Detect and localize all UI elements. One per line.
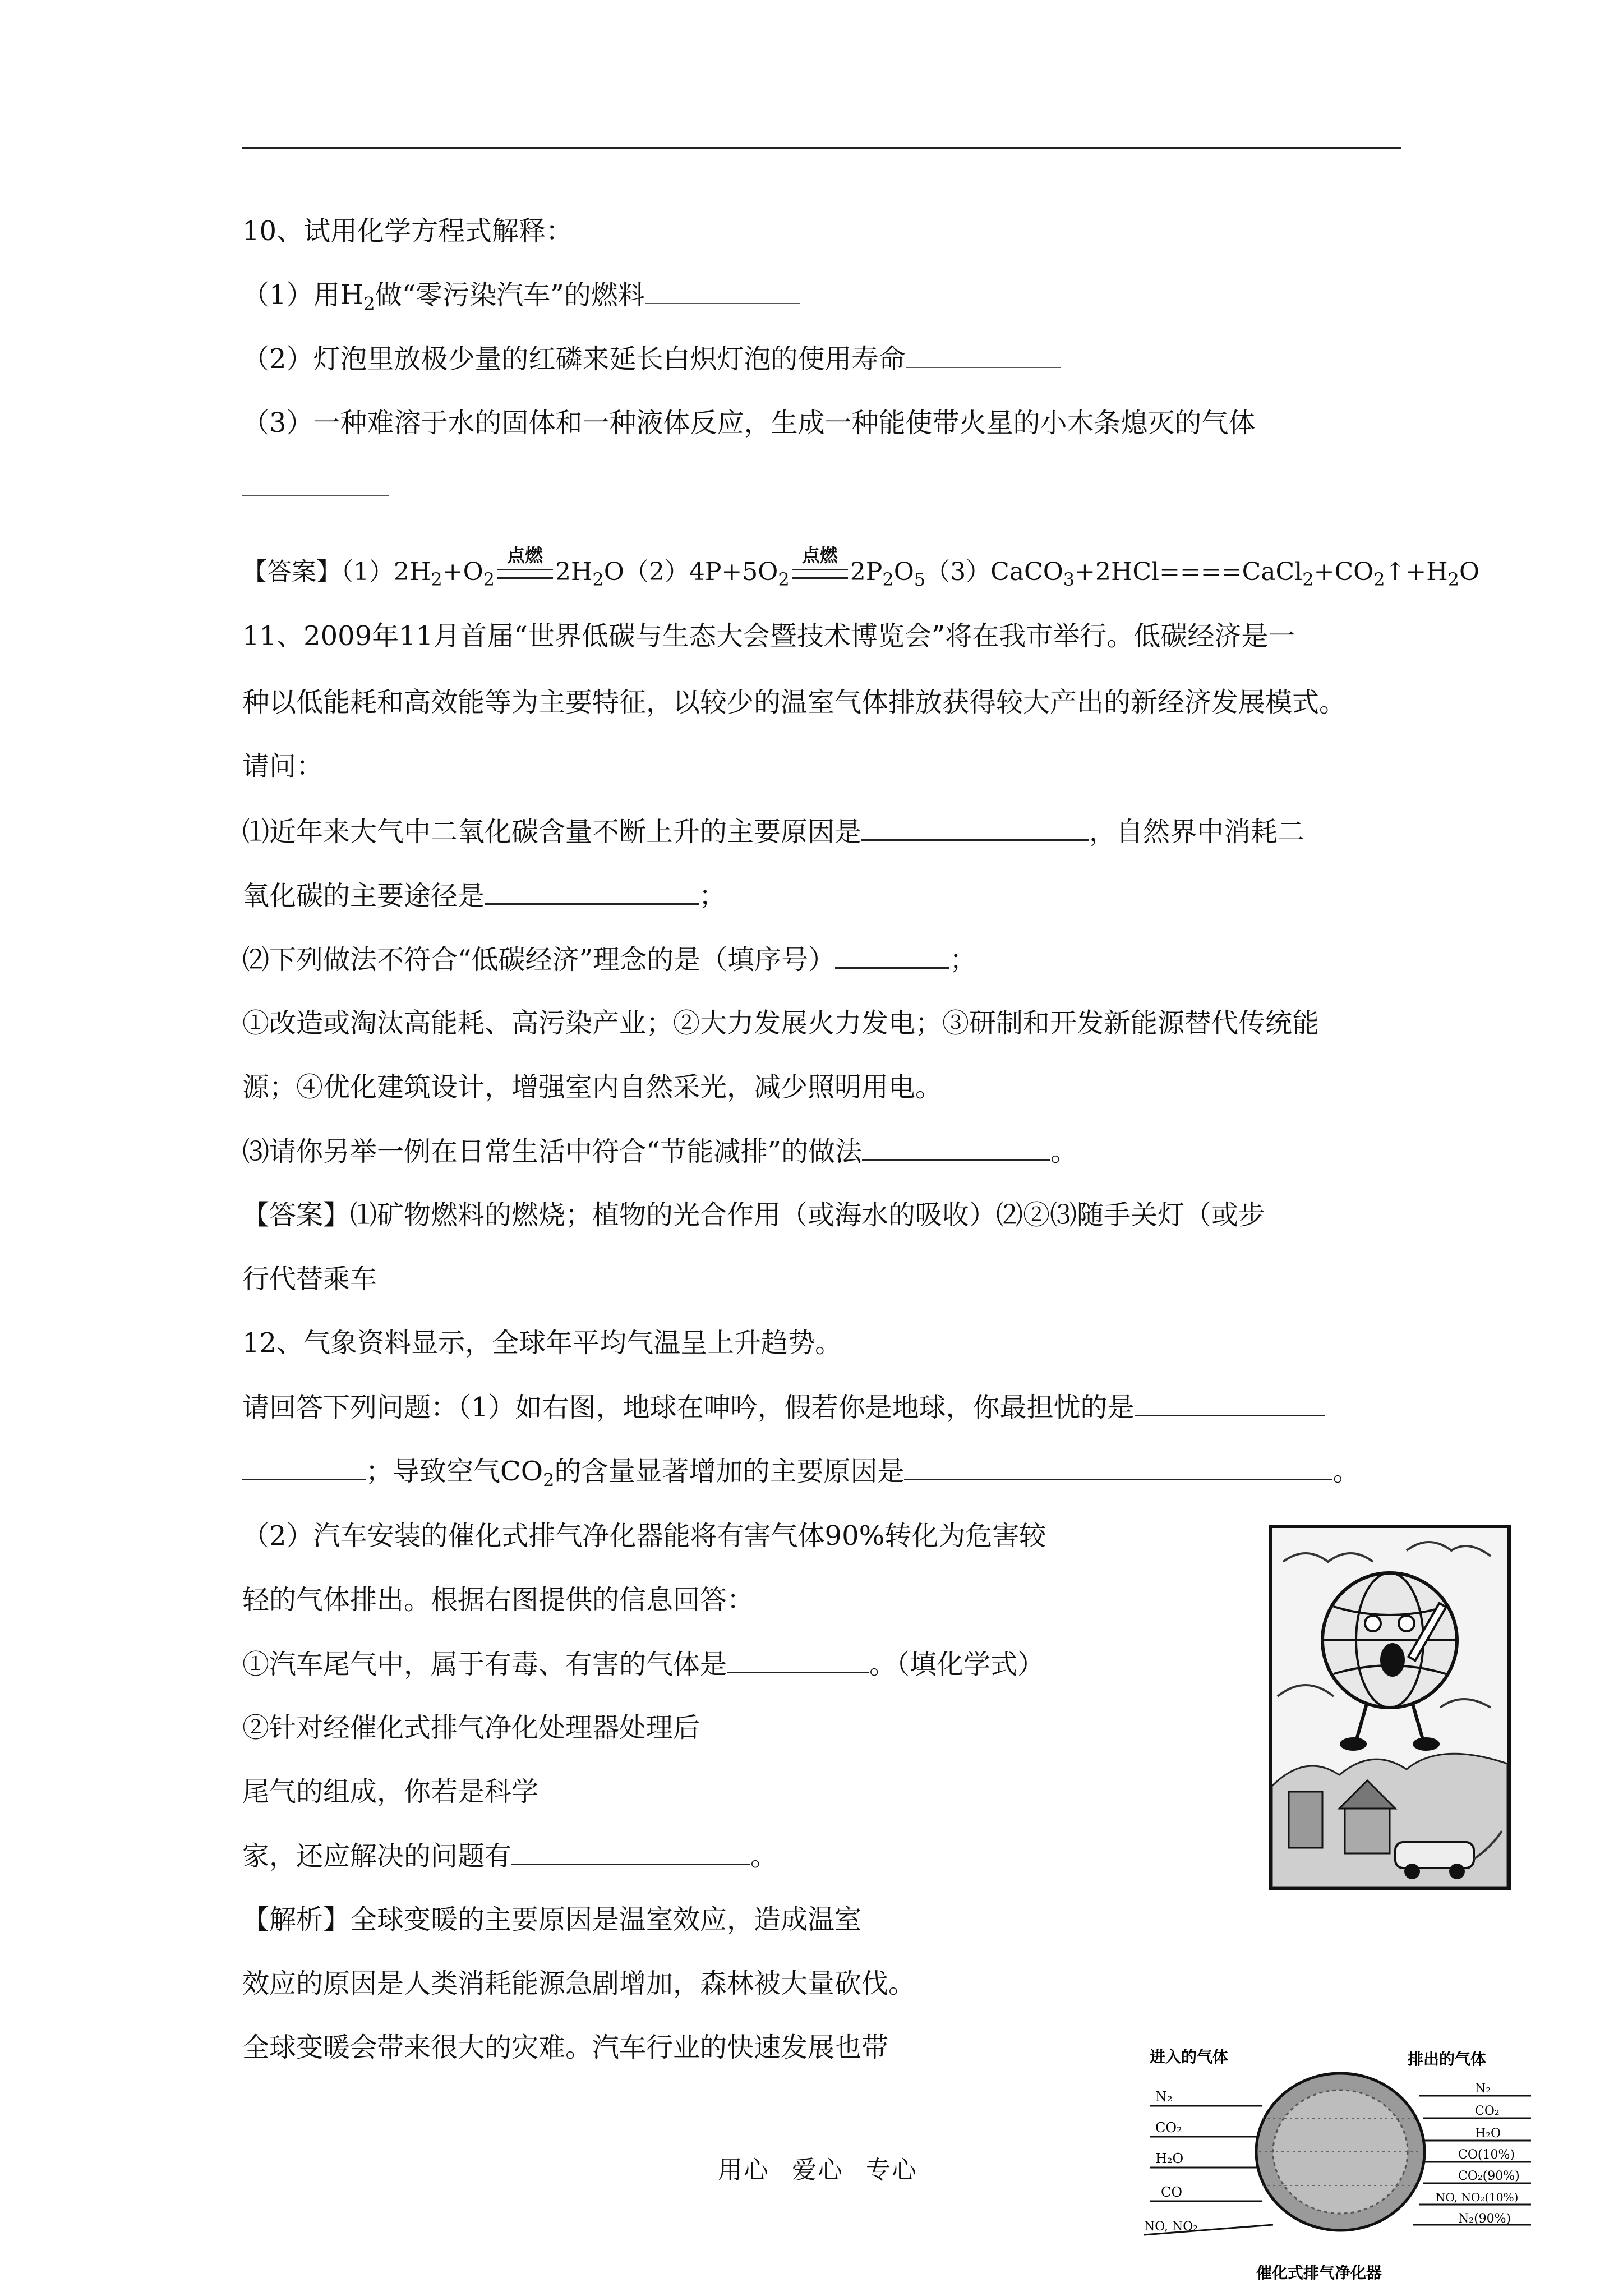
q11-part1: ⑴近年来大气中二氧化碳含量不断上升的主要原因是 ，自然界中消耗二	[242, 815, 1304, 849]
input-gas: CO	[1161, 2184, 1183, 2200]
q10-title: 10、试用化学方程式解释：	[242, 215, 573, 247]
answer-blank[interactable]	[861, 815, 1089, 841]
output-gas: CO₂	[1475, 2104, 1500, 2118]
q11-part3: ⑶请你另举一例在日常生活中符合“节能减排”的做法 。	[242, 1134, 1077, 1168]
earth-illustration	[1272, 1528, 1507, 1887]
q10-part3: （3）一种难溶于水的固体和一种液体反应，生成一种能使带火星的小木条熄灭的气体	[242, 407, 1256, 439]
output-gases	[1413, 2082, 1531, 2226]
q12-line1: 12、气象资料显示，全球年平均气温呈上升趋势。	[242, 1327, 842, 1359]
input-gas: CO₂	[1155, 2120, 1182, 2136]
q12-analysis2: 效应的原因是人类消耗能源急剧增加，森林被大量砍伐。	[242, 1968, 916, 1999]
answer-blank[interactable]	[906, 342, 1061, 368]
outputs-heading: 排出的气体	[1408, 2050, 1487, 2068]
answer-blank[interactable]	[645, 278, 800, 304]
answer-blank[interactable]	[242, 1454, 366, 1480]
q11-answer-cont: 行代替乘车	[242, 1263, 377, 1295]
q12-part2-cont: 轻的气体排出。根据右图提供的信息回答：	[242, 1584, 754, 1616]
q11-line2: 种以低能耗和高效能等为主要特征，以较少的温室气体排放获得较大产出的新经济发展模式。	[242, 687, 1347, 718]
output-gas: N₂(90%)	[1458, 2212, 1511, 2226]
figure-caption: 催化式排气净化器	[1256, 2263, 1382, 2282]
catalytic-converter-figure	[1138, 2040, 1542, 2286]
input-gas: NO, NO₂	[1144, 2220, 1198, 2234]
q10-part3-blank-line	[242, 470, 389, 504]
input-gases	[1144, 2089, 1273, 2235]
q12-sub2-cont2: 家，还应解决的问题有 。	[242, 1839, 777, 1873]
footer-word: 爱心	[792, 2156, 843, 2184]
q12-sub2-cont: 尾气的组成，你若是科学	[242, 1776, 539, 1807]
input-gas: N₂	[1155, 2089, 1173, 2105]
output-gas: H₂O	[1475, 2127, 1501, 2141]
answer-blank[interactable]	[904, 1454, 1332, 1480]
footer-word: 用心	[718, 2156, 769, 2184]
q11-answer: 【答案】⑴矿物燃料的燃烧；植物的光合作用（或海水的吸收）⑵②⑶随手关灯（或步	[242, 1199, 1266, 1231]
inputs-heading: 进入的气体	[1150, 2047, 1229, 2066]
output-gas: N₂	[1475, 2082, 1491, 2096]
reaction-arrow: 点燃	[495, 555, 555, 589]
q12-analysis3: 全球变暖会带来很大的灾难。汽车行业的快速发展也带	[242, 2032, 889, 2063]
q10-part2: （2）灯泡里放极少量的红磷来延长白炽灯泡的使用寿命	[242, 342, 1061, 376]
q12-sub2: ②针对经催化式排气净化处理器处理后	[242, 1712, 700, 1743]
q10-part1: （1）用$H_2$做“零污染汽车”的燃料	[242, 278, 800, 321]
q11-options1: ①改造或淘汰高能耗、高污染产业；②大力发展火力发电；③研制和开发新能源替代传统能	[242, 1007, 1320, 1039]
q12-part1: 请回答下列问题：（1）如右图，地球在呻吟，假若你是地球，你最担忧的是	[242, 1390, 1325, 1424]
footer-word: 专心	[866, 2156, 917, 2184]
q12-sub1: ①汽车尾气中，属于有毒、有害的气体是 。（填化学式）	[242, 1647, 1044, 1681]
q11-line1: 11、2009年11月首届“世界低碳与生态大会暨技术博览会”将在我市举行。低碳经济是一	[242, 620, 1295, 652]
q11-line3: 请问：	[242, 751, 324, 782]
header-rule	[242, 147, 1401, 149]
output-gas: CO(10%)	[1458, 2148, 1515, 2162]
q12-part2: （2）汽车安装的催化式排气净化器能将有害气体90%转化为危害较	[242, 1520, 1046, 1552]
answer-blank[interactable]	[485, 878, 699, 905]
q11-part2: ⑵下列做法不符合“低碳经济”理念的是（填序号） ；	[242, 942, 976, 977]
answer-blank[interactable]	[1135, 1390, 1325, 1416]
q12-part1-cont: ；导致空气$CO_2$的含量显著增加的主要原因是 。	[242, 1454, 1359, 1497]
input-gas: H₂O	[1155, 2151, 1184, 2166]
reaction-arrow: 点燃	[790, 555, 850, 589]
output-gas: NO, NO₂(10%)	[1436, 2191, 1519, 2204]
answer-blank[interactable]	[835, 942, 949, 969]
converter-diagram	[1138, 2040, 1542, 2286]
q11-part1-cont: 氧化碳的主要途径是 ；	[242, 878, 726, 913]
q10-answer: 【答案】$(1)2H_2+O_2$ 点燃 $2H_2O(2)4P+5O_2$ 点燃 $2P_2O_5(3)CaCO_3+2HCl====CaCl_2+CO_2↑+H_2O$	[242, 545, 1480, 590]
output-gas: CO₂(90%)	[1458, 2169, 1520, 2183]
answer-blank[interactable]	[862, 1134, 1050, 1161]
answer-blank[interactable]	[242, 470, 389, 496]
answer-blank[interactable]	[511, 1839, 750, 1865]
q12-analysis1: 【解析】全球变暖的主要原因是温室效应，造成温室	[242, 1904, 862, 1935]
q11-options2: 源；④优化建筑设计，增强室内自然采光，减少照明用电。	[242, 1071, 943, 1103]
earth-cartoon-image	[1269, 1525, 1511, 1890]
answer-blank[interactable]	[727, 1647, 869, 1673]
page-footer	[718, 2150, 940, 2185]
